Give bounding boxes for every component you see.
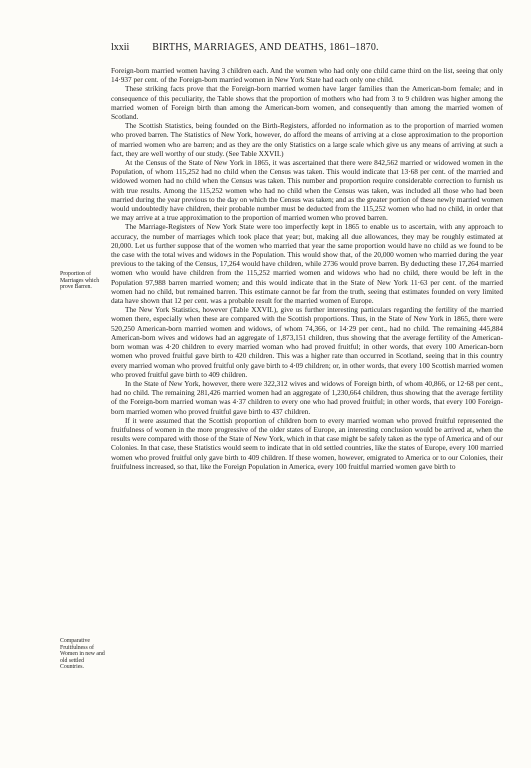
paragraph-7: In the State of New York, however, there were 322,312 wives and widows of Foreign birth, of whom 40,866, or 12·68 per cent., had no child. The remaining 281,426 married women had an aggregate of 1,230,664 children, thus showing that the average fertility of the Foreign-born married woman was 4·37 children to every one who had proved fruitful; in other words, that every 100 Foreign-born married women who proved fruitful gave birth to 437 children. [111,378,503,416]
margin-note-proportion-barren: Proportion of Marriages which prove Barren. [60,271,100,291]
paragraph-1: Foreign-born married women having 3 children each. And the women who had only one child came third on the list, seeing that only 14·937 per cent. of the Foreign-born married women in New York State had each only one child. [111,66,503,85]
running-head: BIRTHS, MARRIAGES, AND DEATHS, 1861–1870. [152,42,379,53]
paragraph-8: If it were assumed that the Scottish proportion of children born to every married woman who proved fruitful represented the fruitfulness of women in the more progressive of the older states of Europe, an interesting conclusion would be arrived at, when the results were compared with those of the State of New York, which in that case might be safely taken as the type of America and of our Colonies. In that case, these Statistics would seem to indicate that in old settled countries, like the states of Europe, every 100 married women who proved fruitful only gave birth to 409 children. If these women, however, emigrated to America or to our Colonies, their fruitfulness increased, so that, like the Foreign Population in America, every 100 fruitful married women gave birth to [111,415,503,471]
body-text [111,66,503,471]
paragraph-6: The New York Statistics, however (Table XXVII.), give us further interesting particulars regarding the fertility of the married women there, especially when these are compared with the Scottish proportions. Thus, in the State of New York in 1865, there were 520,250 American-born married women and widows, of whom 74,366, or 14·29 per cent., had no child. The remaining 445,884 American-born wives and widows had an aggregate of 1,873,151 children, thus showing that the average fertility of the American-born woman was 4·20 children to every married woman who had proved fruitful; in other words, that every 100 American-born women who proved fruitful gave birth to 420 children. This was a higher rate than occurred in Scotland, seeing that in this country every married woman who proved fruitful only gave birth to 4·09 children; or, in other words, that every 100 Scottish married women who proved fruitful gave birth to 409 children. [111,305,503,379]
paragraph-3: The Scottish Statistics, being founded on the Birth-Registers, afforded no information as to the proportion of married women who proved barren. The Statistics of New York, however, do afford the means of arriving at a close approximation to the proportion of married women who are barren; and as they are the only Statistics on a large scale which give us any means of arriving at such a fact, they are well worthy of our study. (See Table XXVII.) [111,121,503,158]
paragraph-4: At the Census of the State of New York in 1865, it was ascertained that there were 842,562 married or widowed women in the Population, of whom 115,252 had no child when the Census was taken. This would indicate that 13·68 per cent. of the married and widowed women had no child when the Census was taken. This number and proportion require considerable correction to furnish us with true results. Among the 115,252 women who had no child when the Census was taken, was included all those who had been married during the year previous to the day on which the Census was taken; and as the greater portion of these newly married women would undoubtedly have children, their probable number must be deducted from the 115,252 women who had no child, in order that we may arrive at a true approximation to the proportion of married women who proved barren. [111,158,503,223]
page-header [0,42,531,56]
paragraph-2: These striking facts prove that the Foreign-born married women have larger families than the American-born female; and in consequence of this peculiarity, the Table shows that the proportion of mothers who had from 3 to 9 children was higher among the married women of Foreign birth than among the American-born women, and consequently than among the married women of Scotland. [111,84,503,122]
paragraph-5: The Marriage-Registers of New York State were too imperfectly kept in 1865 to enable us to ascertain, with any approach to accuracy, the number of marriages which took place that year; but, making all due allowances, they may be roughly estimated at 20,000. Let us further suppose that of the women who married that year the same proportion would have no child as we found to be the case with the total wives and widows in the Population. This would show that, of the 20,000 women who married during the year previous to the taking of the Census, 17,264 would have children, while 2736 would prove barren. By deducting these 17,264 married women who would have children from the 115,252 married women and widows who had no child, there would be left in the Population 97,988 barren married women; and this would indicate that in the State of New York 11·63 per cent. of the married women had no child, but remained barren. This estimate cannot be far from the truth, seeing that estimates founded on very limited data have shown that 12 per cent. was a probable result for the married women of Europe. [111,222,503,306]
page-number: lxxii [111,42,130,53]
margin-note-comparative-fruitfulness: Comparative Fruitfulness of Women in new and old settled Countries. [60,638,105,671]
